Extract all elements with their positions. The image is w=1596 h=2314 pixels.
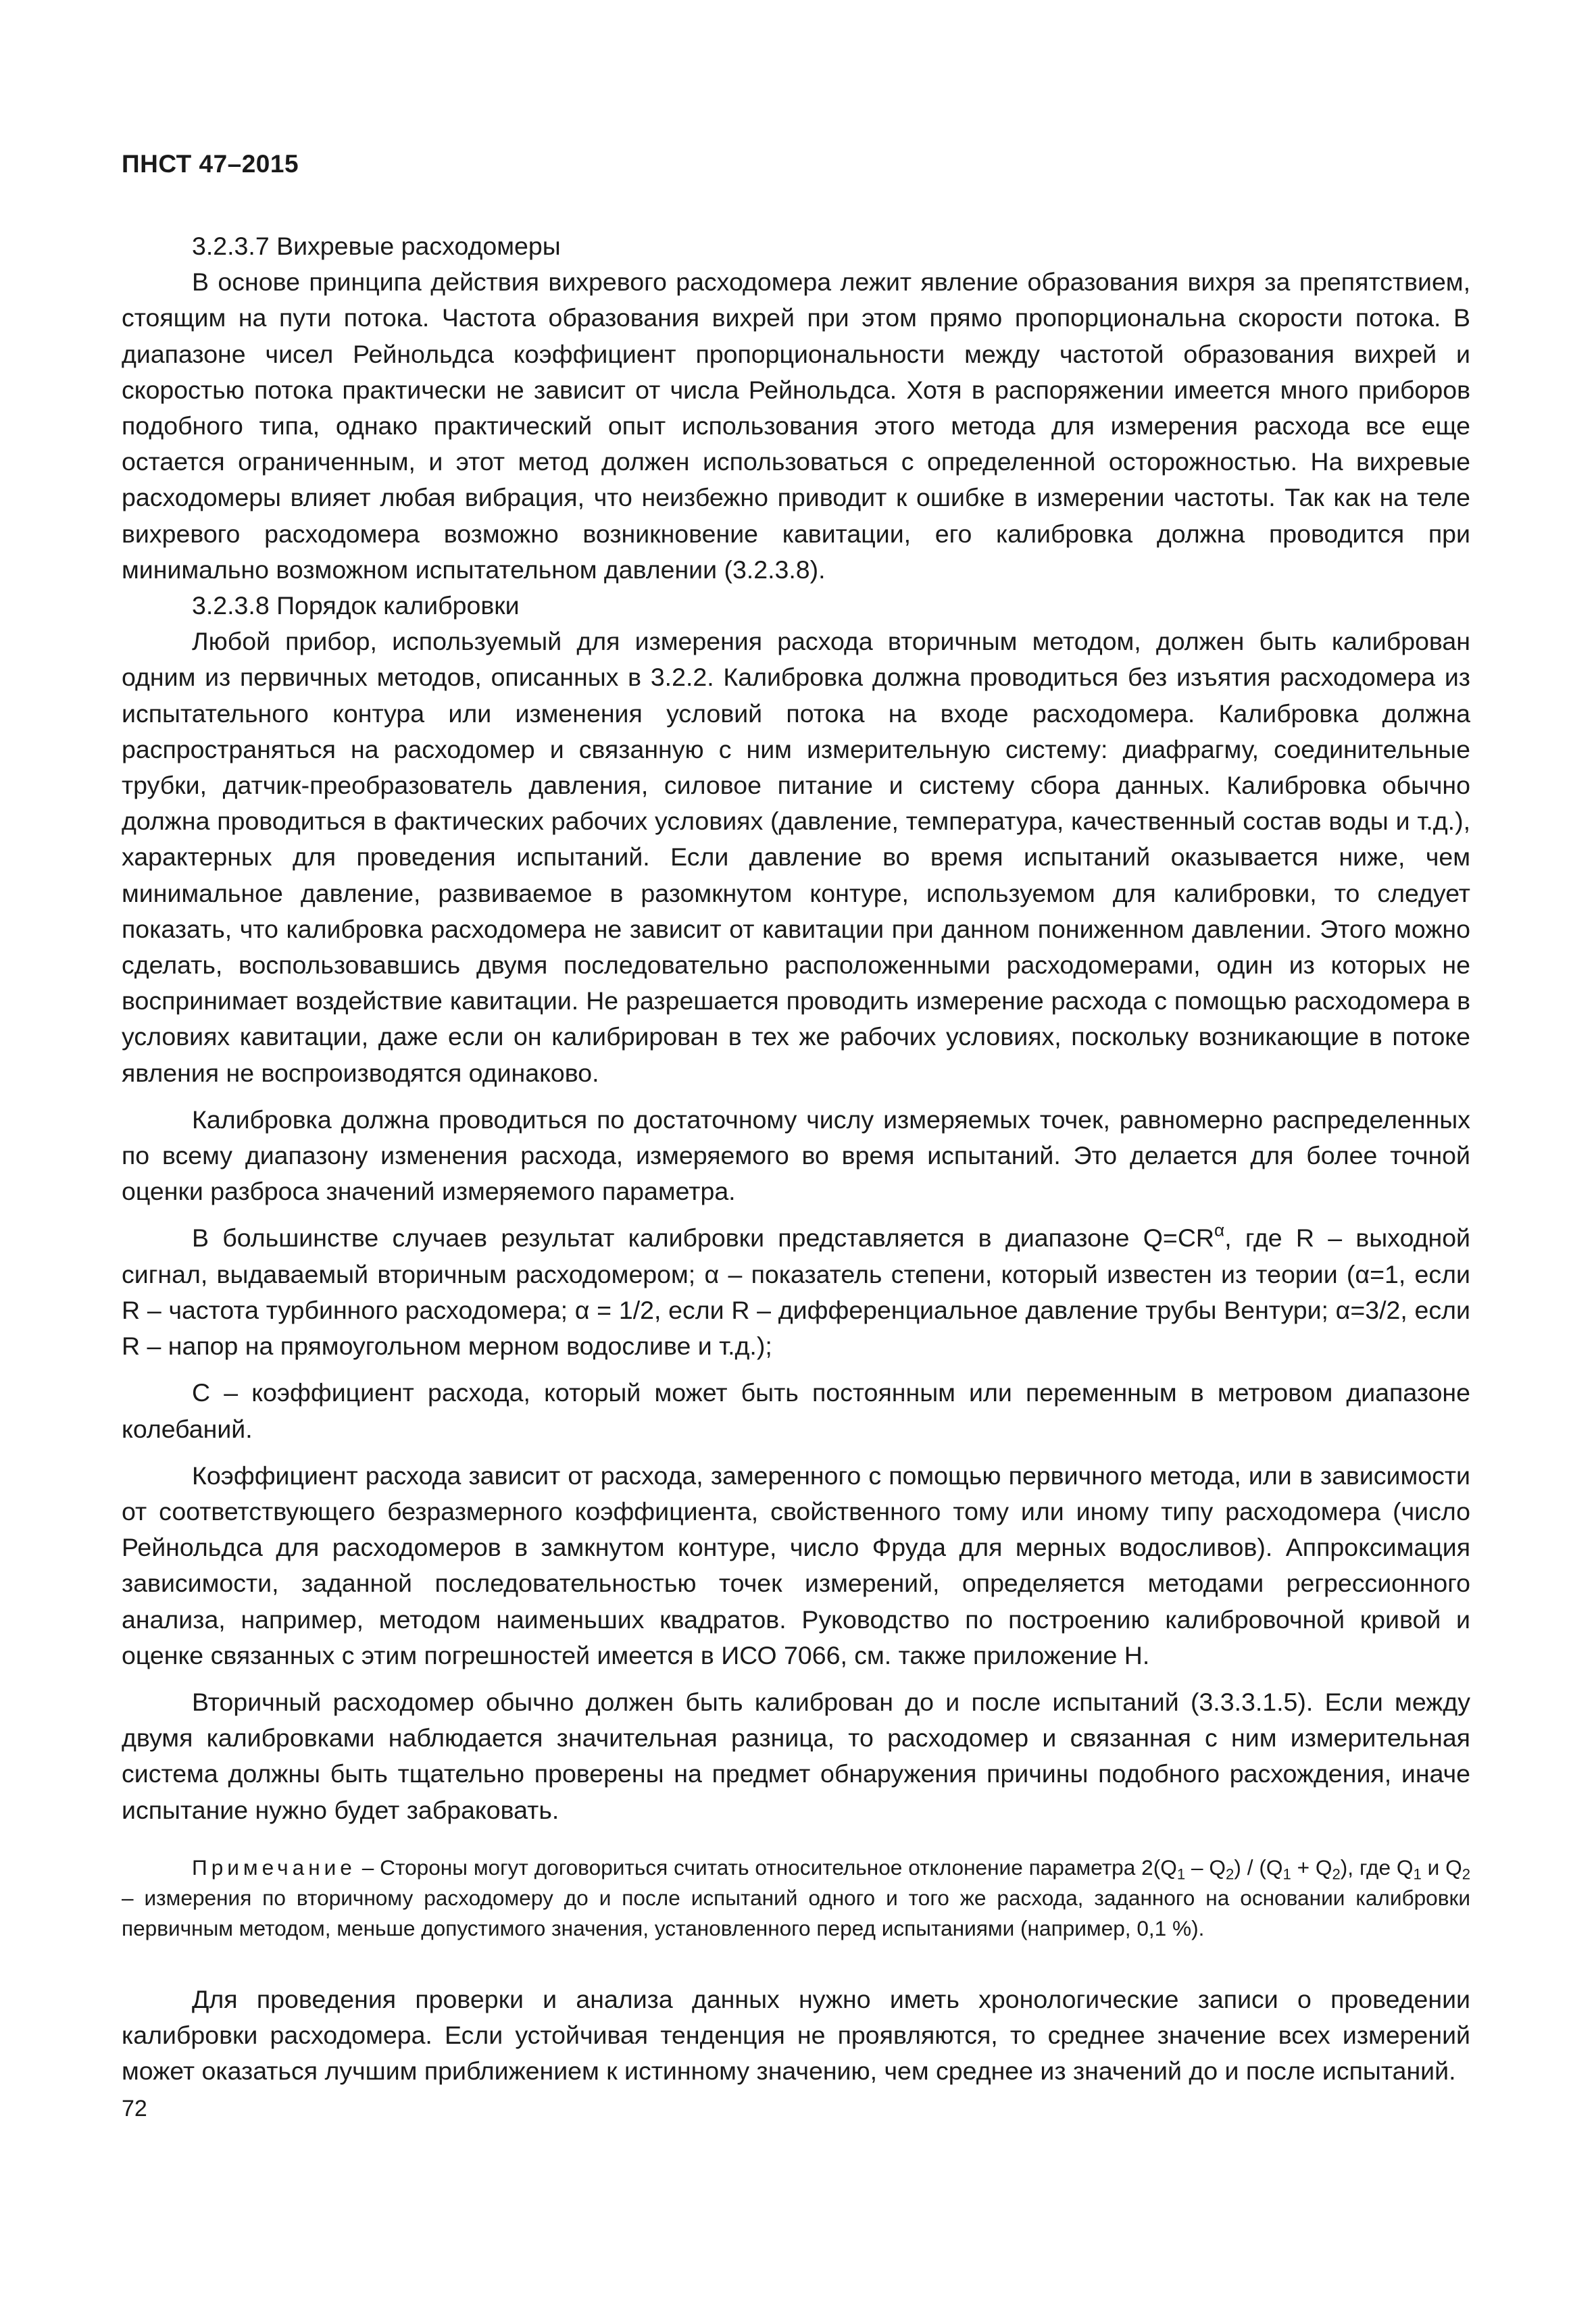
note-text: и Q	[1421, 1855, 1462, 1880]
paragraph: С – коэффициент расхода, который может быть постоянным или переменным в метровом диапазоне колебаний.	[122, 1378, 1470, 1443]
subscript: 2	[1226, 1865, 1235, 1883]
paragraph: В основе принципа действия вихревого расходомера лежит явление образования вихря за препятствием, стоящим на пути потока. Частота образования вихрей при этом прямо пропорциональна скорости потока. В диапазоне чисел Рейнольдса коэффициент пропорциональности между частотой образования вихрей и скоростью потока практически не зависит от числа Рейнольдса. Хотя в распоряжении имеется много приборов подобного типа, однако практический опыт использования этого метода для измерения расхода все еще остается ограниченным, и этот метод должен использоваться с определенной осторожностью. На вихревые расходомеры влияет любая вибрация, что неизбежно приводит к ошибке в измерении частоты. Так как на теле вихревого расходомера возможно возникновение кавитации, его калибровка должна проводится при минимально возможном испытательном давлении (3.2.3.8).	[122, 268, 1470, 584]
note-text: + Q	[1291, 1855, 1332, 1880]
alpha-superscript: α	[1214, 1219, 1225, 1240]
subscript: 1	[1176, 1865, 1186, 1883]
formula-text-cont: , где R – выходной сигнал, выдаваемый вторичным расходомером; α – показатель степени, который известен из теории (α=1, если R – частота турбинного расходомера; α = 1/2, если R – дифференциальное давление трубы Вентури; α=3/2, если R – напор на прямоугольном мерном водосливе и т.д.);	[122, 1224, 1470, 1361]
subscript: 1	[1282, 1865, 1291, 1883]
note	[122, 1853, 1470, 1944]
note-text: ), где Q	[1340, 1855, 1414, 1880]
note-text: ) / (Q	[1234, 1855, 1283, 1880]
paragraph: Коэффициент расхода зависит от расхода, замеренного с помощью первичного метода, или в зависимости от соответствующего безразмерного коэффициента, свойственного тому или иному типу расходомера (число Рейнольдса для расходомеров в замкнутом контуре, число Фруда для мерных водосливов). Аппроксимация зависимости, заданной последовательностью точек измерений, определяется методами регрессионного анализа, например, методом наименьших квадратов. Руководство по построению калибровочной кривой и оценке связанных с этим погрешностей имеется в ИСО 7066, см. также приложение Н.	[122, 1461, 1470, 1669]
note-text: – измерения по вторичному расходомеру до и после испытаний одного и того же расхода, заданного на основании калибровки первичным методом, меньше допустимого значения, установленного перед испытаниями (например, 0,1 %).	[122, 1885, 1470, 1940]
subscript: 2	[1462, 1865, 1471, 1883]
subscript: 2	[1332, 1865, 1341, 1883]
body-text	[122, 228, 1470, 2089]
paragraph: Любой прибор, используемый для измерения расхода вторичным методом, должен быть калиброван одним из первичных методов, описанных в 3.2.2. Калибровка должна проводиться без изъятия расходомера из испытательного контура или изменения условий потока на входе расходомера. Калибровка должна распространяться на расходомер и связанную с ним измерительную систему: диафрагму, соединительные трубки, датчик-преобразователь давления, силовое питание и систему сбора данных. Калибровка обычно должна проводиться в фактических рабочих условиях (давление, температура, качественный состав воды и т.д.), характерных для проведения испытаний. Если давление во время испытаний оказывается ниже, чем минимальное давление, развиваемое в разомкнутом контуре, используемом для калибровки, то следует показать, что калибровка расходомера не зависит от кавитации при данном пониженном давлении. Этого можно сделать, воспользовавшись двумя последовательно расположенными расходомерами, один из которых не воспринимает воздействие кавитации. Не разрешается проводить измерение расхода с помощью расходомера в условиях кавитации, даже если он калибрирован в тех же рабочих условиях, поскольку возникающие в потоке явления не воспроизводятся одинаково.	[122, 627, 1470, 1087]
note-label: Примечание	[192, 1855, 356, 1880]
paragraph: Калибровка должна проводиться по достаточному числу измеряемых точек, равномерно распределенных по всему диапазону изменения расхода, измеряемого во время испытаний. Это делается для более точной оценки разброса значений измеряемого параметра.	[122, 1105, 1470, 1206]
section-heading-3-2-3-8: 3.2.3.8 Порядок калибровки	[192, 591, 520, 620]
subscript: 1	[1413, 1865, 1422, 1883]
document-id-header: ПНСТ 47–2015	[122, 150, 299, 178]
note-text: – Стороны могут договориться считать относительное отклонение параметра 2(Q	[355, 1855, 1177, 1880]
paragraph-formula	[122, 1220, 1470, 1364]
formula-text: В большинстве случаев результат калибровки представляется в диапазоне Q=CR	[192, 1224, 1214, 1253]
page-number: 72	[122, 2096, 147, 2121]
section-heading-3-2-3-7: 3.2.3.7 Вихревые расходомеры	[192, 232, 561, 260]
note-text: – Q	[1185, 1855, 1226, 1880]
paragraph: Вторичный расходомер обычно должен быть калиброван до и после испытаний (3.3.3.1.5). Если между двумя калибровками наблюдается значительная разница, то расходомер и связанная с ним измерительная система должны быть тщательно проверены на предмет обнаружения причины подобного расхождения, иначе испытание нужно будет забраковать.	[122, 1687, 1470, 1824]
paragraph: Для проведения проверки и анализа данных нужно иметь хронологические записи о проведении калибровки расходомера. Если устойчивая тенденция не проявляются, то среднее значение всех измерений может оказаться лучшим приближением к истинному значению, чем среднее из значений до и после испытаний.	[122, 1984, 1470, 2086]
